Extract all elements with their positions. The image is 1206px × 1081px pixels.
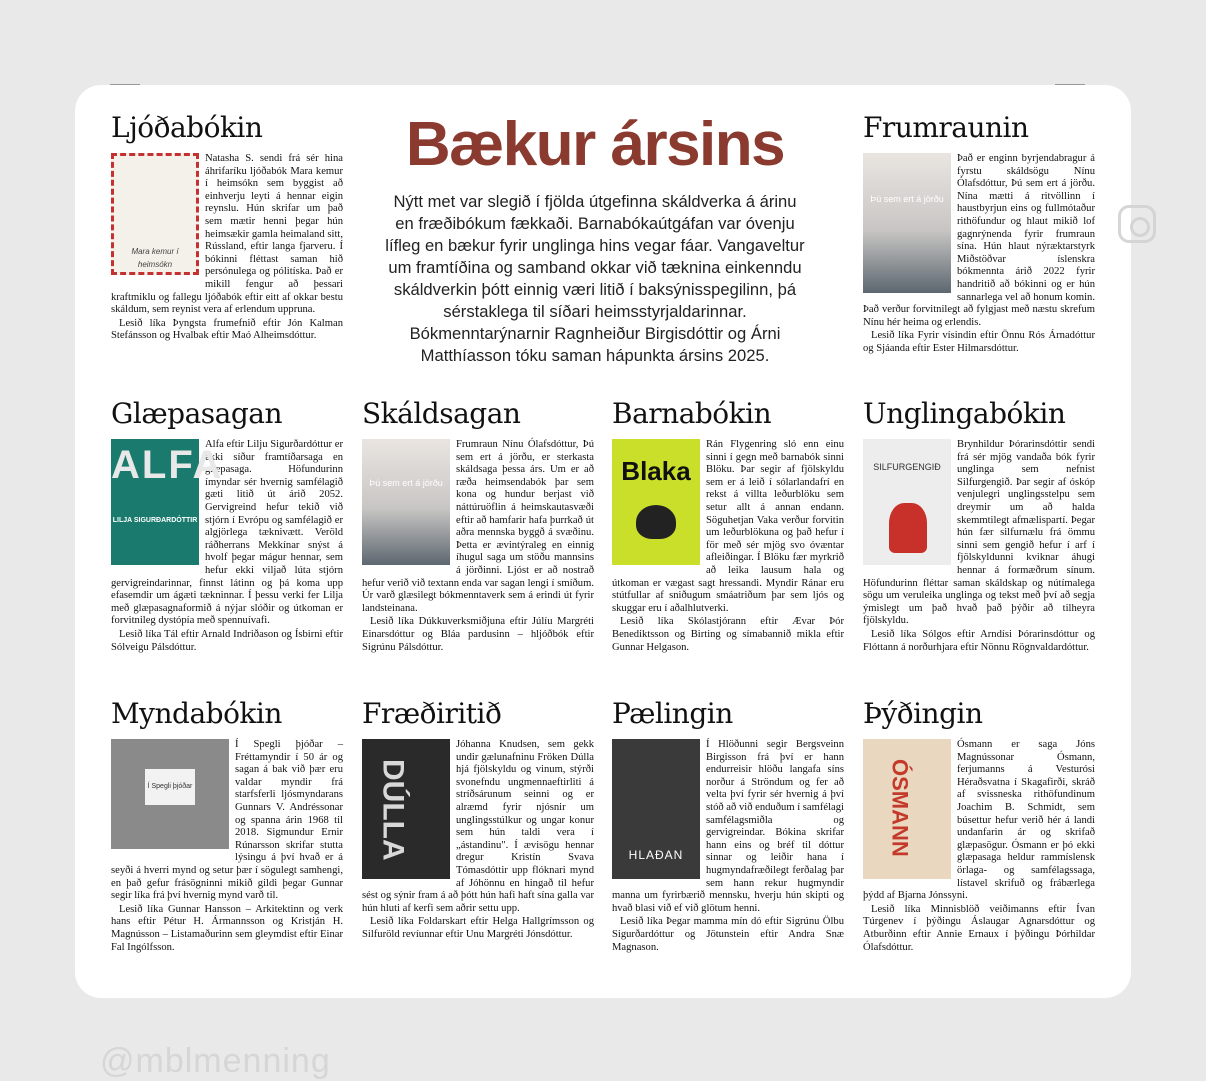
also-read: Lesið líka Þyngsta frumefnið eftir Jón Kalman Stefánsson og Hvalbak eftir Maó Alheimsdóttur.: [111, 317, 343, 342]
section-myndabokin: [111, 697, 343, 954]
section-glaepasagan: [111, 397, 343, 654]
book-cover-mara: Mara kemur í heimsókn: [111, 153, 199, 275]
book-cover-dulla: DÚLLA: [362, 739, 450, 879]
also-read: Lesið líka Minnisblöð veiðimanns eftir Ívan Túrgenev í þýðingu Áslaugar Agnarsdóttur og Atburðinn eftir Annie Ernaux í þýðingu Þórhildar Ólafsdóttur.: [863, 903, 1095, 953]
section-body: Þú sem ert á jörðu Frumraun Nínu Ólafsdóttur, Þú sem ert á jörðu, er sterkasta skáldsaga þessa árs. Um er að ræða heimsendabók þar sem kona og hundur berjast við náttúruöflin á heimskautasvæði eftir að hamfarir hafa þurrkað út aðra mennska byggð á svæðinu. Þetta er ævintýraleg en einnig íhugul saga um stöðu mannsins á jörðinni. Ljóst er að nostrað hefur verið við textann enda var sagan lengi í smíðum. Úr varð glæsilegt bókmenntaverk sem á erindi út fyrir landsteinana. Lesið líka Dúkkuverksmiðjuna eftir Júlíu Margréti Einarsdóttur og Bláa pardusinn – hljóðbók eftir Sigrúnu Pálsdóttur.: [362, 439, 594, 653]
section-thydingin: [863, 697, 1095, 954]
bat-illustration: [636, 505, 676, 539]
book-cover-blaka: Blaka: [612, 439, 700, 565]
section-body: Blaka Rán Flygenring sló enn einu sinni í gegn með barnabók sinni Blöku. Þar segir af fjölskyldu sem er á leið í sólarlandafrí en rekst á villta leðurblöku sem setur allt á annan endann. Söguhetjan Vaka verður forvitin um leðurblökuna og það hefur í för með sér mjög svo óvæntar afleiðingar. Í Blöku fær myrkrið að leika lausum hala og útkoman er vægast sagt hressandi. Myndir Ránar eru stútfullar af sniðugum smáatriðum þar sem ljós og skuggar eru í aðalhlutverki. Lesið líka Skólastjórann eftir Ævar Þór Benediktsson og Birting og símabannið mikla eftir Gunnar Helgason.: [612, 439, 844, 653]
book-cover-silfurgengid: SILFURGENGIÐ: [863, 439, 951, 565]
book-cover-spegl-thjodar: Í Spegli þjóðar: [111, 739, 229, 849]
section-body: HLAÐAN Í Hlöðunni segir Bergsveinn Birgisson frá því er hann endurreisir hlöðu langafa síns norður á Ströndum og fer að velta því fyrir sér hvernig á því stóð að við enduðum í samfélagi samfélagsmiðla og gervigreindar. Bókina skrifar hann eins og bréf til dóttur sinnar og leiðir hana í hugmyndafræðilegt ferðalag þar sem hann rekur hugmyndir manna um fyrirbærið mennsku, hverju hún skipti og hvað blasi við ef við glötum henni. Lesið líka Þegar mamma mín dó eftir Sigrúnu Ölbu Sigurðardóttur og Jötunstein eftir Andra Snæ Magnason.: [612, 739, 844, 953]
girl-illustration: [889, 503, 927, 553]
section-body: ALFA LILJA SIGURÐARDÓTTIR Alfa eftir Lilju Sigurðardóttur er ekki síður framtíðarsaga en glæpasaga. Höfundurinn ímyndar sér hvernig samfélagið gæti litið út árið 2052. Gervigreind hefur tekið við stjórn í Evrópu og samfélagið er algjörlega tæknivætt. Veröld ráðherrans Mekkínar snýst á hvolf þegar mágur hennar, sem hefur ekki viljað lúta stjórn gervigreindarinnar, finnst látinn og þá koma upp efasemdir um ágæti tækninnar. Í þessu verki fer Lilja með glæpasagnaformið á nýjar slóðir og útkoman er forvitnileg dystópía með spennuívafi. Lesið líka Tál eftir Arnald Indriðason og Ísbirni eftir Sólveigu Pálsdóttur.: [111, 439, 343, 653]
section-body: Þú sem ert á jörðu Það er enginn byrjendabragur á fyrstu skáldsögu Nínu Ólafsdóttur, Þú sem ert á jörðu. Nína mætti á ritvöllinn í haustbyrjun eins og fullmótaður rithöfundur og hlaut mikið lof gagnrýnenda fyrir frumraun sína. Hún hlaut nýræktarstyrk Miðstöðvar íslenskra bókmennta árið 2022 fyrir handritið að bókinni og er hún sannarlega vel að honum komin. Það verður forvitnilegt að fylgjast með næstu skrefum Nínu hér heima og erlendis. Lesið líka Fyrir vísindin eftir Önnu Rós Árnadóttur og Sjáanda eftir Ester Hilmarsdóttur.: [863, 153, 1095, 354]
account-handle: @mblmenning: [100, 1042, 331, 1080]
lead-paragraph: Nýtt met var slegið í fjölda útgefinna skáldverka á árinu en fræðibókum fækkaði. Barnabókaútgáfan var óvenju lífleg en bækur fyrir unglinga hins vegar fáar. Vangaveltur um framtíðina og samband okkar við tæknina einkenndu skáldverkin þótt einnig væri litið í baksýnisspegilinn, þá sérstaklega til síðari heimsstyrjaldarinnar. Bókmenntarýnarnir Ragnheiður Birgisdóttir og Árni Matthíasson tóku saman hápunkta ársins 2025.: [385, 192, 805, 365]
section-barnabokin: [612, 397, 844, 654]
also-read: Lesið líka Sólgos eftir Arndísi Þórarinsdóttur og Flóttann á norðurhjara eftir Nönnu Rögnvaldardóttur.: [863, 628, 1095, 653]
also-read: Lesið líka Foldarskart eftir Helga Hallgrímsson og Silfuröld revíunnar eftir Unu Margréti Jónsdóttur.: [362, 916, 594, 940]
section-body: Í Spegli þjóðar Í Spegli þjóðar – Fréttamyndir í 50 ár og sagan á bak við þær eru valdar myndir frá starfsferli ljósmyndarans Gunnars V. Andréssonar og spanna árin 1968 til 2018. Sigmundur Ernir Rúnarsson skrifar stutta lýsingu á því hvað er á seyði á hverri mynd og setur þær í sögulegt samhengi, en það gefur frásögninni mikið gildi þegar Gunnar segir líka frá því hvernig mynd varð til. Lesið líka Gunnar Hansson – Arkitektinn og verk hans eftir Pétur H. Ármannsson og Kristján H. Magnússon – Listamaðurinn sem gleymdist eftir Einar Fal Ingólfsson.: [111, 739, 343, 953]
book-cover-thu-sem-ert: Þú sem ert á jörðu: [863, 153, 951, 293]
also-read: Lesið líka Þegar mamma mín dó eftir Sigrúnu Ölbu Sigurðardóttur og Jötunstein eftir Andra Snæ Magnason.: [612, 916, 844, 953]
section-skaldsagan: [362, 397, 594, 654]
book-cover-thu-sem-ert: Þú sem ert á jörðu: [362, 439, 450, 565]
also-read: Lesið líka Skólastjórann eftir Ævar Þór Benediktsson og Birting og símabannið mikla eftir Gunnar Helgason.: [612, 616, 844, 653]
also-read: Lesið líka Gunnar Hansson – Arkitektinn og verk hans eftir Pétur H. Ármannsson og Kristján H. Magnússon – Listamaðurinn sem gleymdist eftir Einar Fal Ingólfsson.: [111, 903, 343, 953]
section-frumraunin: [863, 111, 1095, 356]
book-cover-osmann: ÓSMANN: [863, 739, 951, 879]
section-fraedirit: [362, 697, 594, 942]
section-heading: Barnabókin: [612, 397, 772, 430]
section-heading: Frumraunin: [863, 111, 1029, 144]
section-body: SILFURGENGIÐ Brynhildur Þórarinsdóttir sendi frá sér mjög vandaða bók fyrir unglinga sem nefnist Silfurgengið. Þar segir af óskóp venjulegri unglingsstelpu sem dreymir um að halda skemmtilegt afmælispartí. Þegar hún fær silfurnælu frá ömmu sinni sem gengið hefur í arf í fjölskyldunni kviknar áhugi hennar á formæðrum sínum. Höfundurinn fléttar saman skáldskap og nútímalega sögu um veruleika unglinga og tekst með því að segja ýmislegt um það hvað það þýðir að tilheyra fjölskyldu. Lesið líka Sólgos eftir Arndísi Þórarinsdóttur og Flóttann á norðurhjara eftir Nönnu Rögnvaldardóttur.: [863, 439, 1095, 653]
section-heading: Fræðiritið: [362, 697, 502, 730]
section-heading: Pælingin: [612, 697, 733, 730]
instagram-icon: [1118, 205, 1156, 243]
book-cover-hladan: HLAÐAN: [612, 739, 700, 879]
also-read: Lesið líka Tál eftir Arnald Indriðason og Ísbirni eftir Sólveigu Pálsdóttur.: [111, 628, 343, 653]
section-heading: Ljóðabókin: [111, 111, 263, 144]
section-ljodabokin: [111, 111, 343, 343]
section-paelingin: [612, 697, 844, 954]
page-title: Bækur ársins: [405, 110, 785, 179]
book-cover-alfa: ALFA LILJA SIGURÐARDÓTTIR: [111, 439, 199, 565]
page-header: [385, 109, 805, 367]
also-read: Lesið líka Dúkkuverksmiðjuna eftir Júlíu Margréti Einarsdóttur og Bláa pardusinn – hljóðbók eftir Sigrúnu Pálsdóttur.: [362, 616, 594, 653]
section-unglingabokin: [863, 397, 1095, 654]
section-body: ÓSMANN Ósmann er saga Jóns Magnússonar Ósmann, ferjumanns á Vesturósi Héraðsvatna í Skagafirði, skráð af svissneska rithöfundinum Joachim B. Schmidt, sem búsettur hefur verið hér á landi undanfarin ár og skrifað glæpasögur. Ósmann er þó ekki glæpasaga heldur rammíslensk örlaga- og samfélagssaga, lístavel skrifuð og frábærlega þýdd af Bjarna Jónssyni. Lesið líka Minnisblöð veiðimanns eftir Ívan Túrgenev í þýðingu Áslaugar Agnarsdóttur og Atburðinn eftir Annie Ernaux í þýðingu Þórhildar Ólafsdóttur.: [863, 739, 1095, 953]
section-heading: Unglingabókin: [863, 397, 1066, 430]
section-heading: Myndabókin: [111, 697, 282, 730]
section-heading: Skáldsagan: [362, 397, 521, 430]
section-heading: Glæpasagan: [111, 397, 282, 430]
section-body: Mara kemur í heimsókn Natasha S. sendi frá sér hina áhrifaríku ljóðabók Mara kemur í heimsókn sem byggist að einhverju leyti á hennar eigin reynslu. Hún skrifar um það sem mætir henni þegar hún heimsækir gamla heimaland sitt, Rússland, eftir langa fjarveru. Í bókinni fléttast saman hið persónulega og pólitíska. Það er mikill fengur að þessari kraftmiklu og fallegu ljóðabók eftir eitt af okkar bestu skáldum, sem reynist vera af erlendum uppruna. Lesið líka Þyngsta frumefnið eftir Jón Kalman Stefánsson og Hvalbak eftir Maó Alheimsdóttur.: [111, 153, 343, 342]
also-read: Lesið líka Fyrir vísindin eftir Önnu Rós Árnadóttur og Sjáanda eftir Ester Hilmarsdóttur.: [863, 330, 1095, 354]
section-heading: Þýðingin: [863, 697, 983, 730]
section-body: DÚLLA Jóhanna Knudsen, sem gekk undir gælunafninu Fröken Dúlla hjá fjölskyldu og vinum, stýrði svonefndu ungmennaeftirliti á stríðsárunum seinni og er alræmd fyrir njósnir um unglingsstúlkur og ungar konur sem hún taldi vera í „ástandinu". Í ævisögu hennar dregur Kristín Svava Tómasdóttir upp flóknari mynd af Jóhönnu en hingað til hefur sést og sýnir fram á að þótt hún hafi haft sína galla var hún hluti af kerfi sem aðrir settu upp. Lesið líka Foldarskart eftir Helga Hallgrímsson og Silfuröld revíunnar eftir Unu Margréti Jónsdóttur.: [362, 739, 594, 940]
newspaper-page: [75, 85, 1131, 998]
